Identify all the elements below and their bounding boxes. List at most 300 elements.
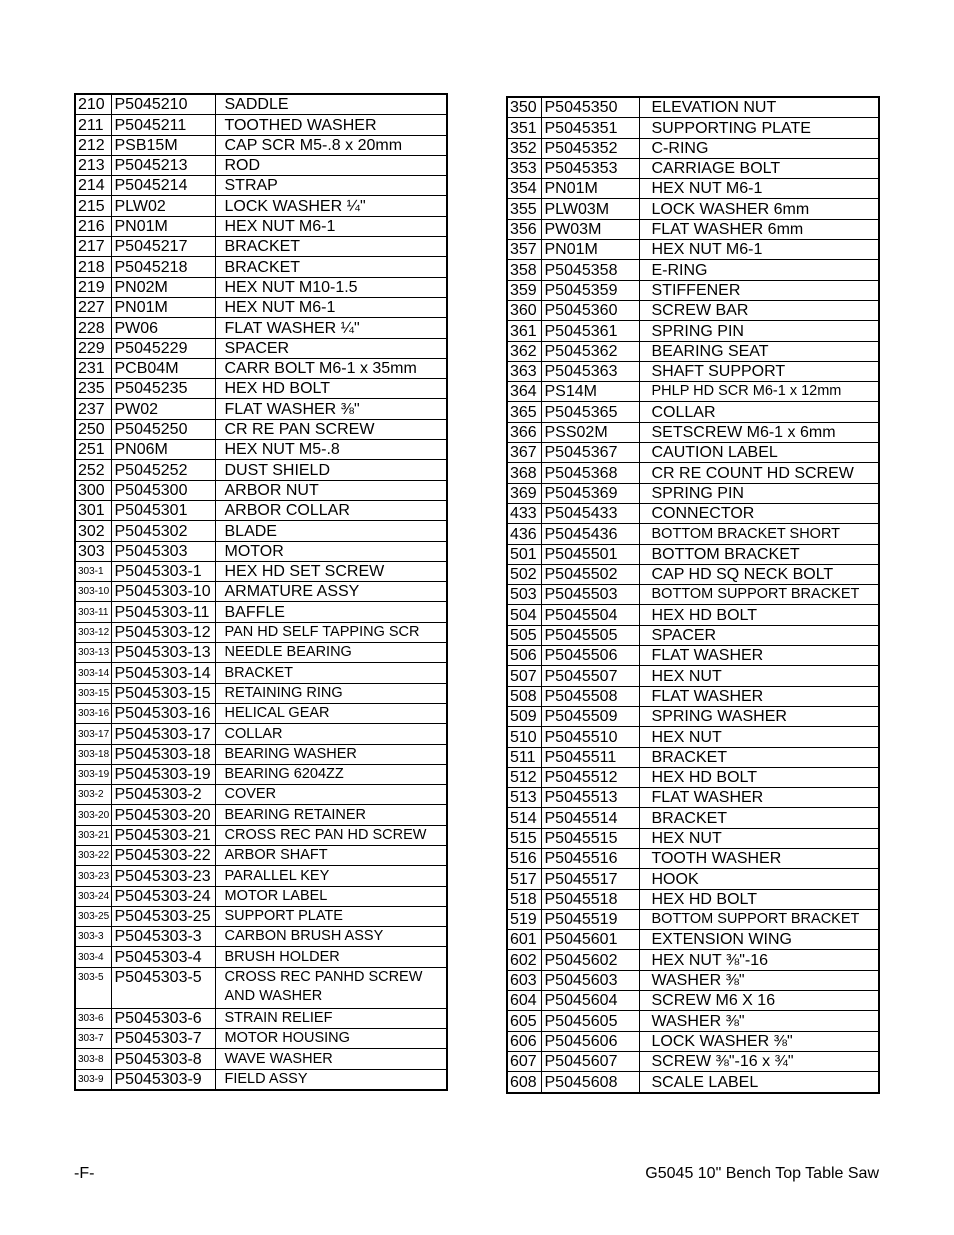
ref-number: 213 [75, 155, 111, 175]
ref-number: 607 [507, 1051, 541, 1071]
ref-number: 502 [507, 564, 541, 584]
part-number: P5045365 [541, 402, 639, 422]
part-description: HEX NUT M6-1 [215, 297, 447, 317]
ref-number: 303-2 [75, 785, 111, 805]
part-description: PHLP HD SCR M6-1 x 12mm [639, 382, 879, 402]
table-row [507, 361, 879, 381]
page-label: -F- [74, 1165, 95, 1182]
part-description: MOTOR LABEL [215, 886, 447, 906]
part-number: P5045351 [541, 118, 639, 138]
part-description: ARBOR SHAFT [215, 845, 447, 865]
table-row [507, 382, 879, 402]
ref-number: 231 [75, 358, 111, 378]
part-description: BEARING RETAINER [215, 805, 447, 825]
ref-number: 217 [75, 237, 111, 257]
part-number: P5045303-1 [111, 561, 215, 581]
part-description: CAUTION LABEL [639, 443, 879, 463]
part-number: P5045303-7 [111, 1029, 215, 1049]
part-number: P5045300 [111, 480, 215, 500]
part-number: PSS02M [541, 422, 639, 442]
part-number: P5045303-8 [111, 1049, 215, 1069]
ref-number: 603 [507, 970, 541, 990]
part-number: P5045303-20 [111, 805, 215, 825]
table-row [75, 155, 447, 175]
part-number: P5045211 [111, 115, 215, 135]
table-row [75, 115, 447, 135]
part-description: BOTTOM BRACKET [639, 544, 879, 564]
table-row [75, 967, 447, 1008]
part-number: P5045303-17 [111, 724, 215, 744]
part-description: FLAT WASHER ¼" [215, 318, 447, 338]
part-description: CONNECTOR [639, 503, 879, 523]
table-row [507, 300, 879, 320]
part-description: BRACKET [215, 663, 447, 683]
ref-number: 303-24 [75, 886, 111, 906]
part-number: P5045515 [541, 828, 639, 848]
ref-number: 303-21 [75, 825, 111, 845]
ref-number: 211 [75, 115, 111, 135]
table-row [75, 663, 447, 683]
ref-number: 216 [75, 216, 111, 236]
part-description: TOOTHED WASHER [215, 115, 447, 135]
ref-number: 433 [507, 503, 541, 523]
ref-number: 509 [507, 706, 541, 726]
ref-number: 507 [507, 666, 541, 686]
table-row [75, 1029, 447, 1049]
part-description: LOCK WASHER 6mm [639, 199, 879, 219]
part-number: PCB04M [111, 358, 215, 378]
table-row [507, 1051, 879, 1071]
table-row [507, 483, 879, 503]
part-description: SHAFT SUPPORT [639, 361, 879, 381]
ref-number: 510 [507, 727, 541, 747]
part-number: P5045433 [541, 503, 639, 523]
part-number: P5045508 [541, 686, 639, 706]
part-number: P5045229 [111, 338, 215, 358]
part-description: MOTOR HOUSING [215, 1029, 447, 1049]
part-description: SETSCREW M6-1 x 6mm [639, 422, 879, 442]
part-number: P5045608 [541, 1072, 639, 1093]
table-row [507, 808, 879, 828]
table-row [75, 825, 447, 845]
ref-number: 604 [507, 991, 541, 1011]
table-row [507, 1072, 879, 1093]
part-description: CARRIAGE BOLT [639, 158, 879, 178]
ref-number: 303-6 [75, 1008, 111, 1028]
part-description: SCREW BAR [639, 300, 879, 320]
table-row [75, 176, 447, 196]
ref-number: 605 [507, 1011, 541, 1031]
table-row [75, 419, 447, 439]
part-description: NEEDLE BEARING [215, 643, 447, 663]
part-number: P5045601 [541, 930, 639, 950]
part-description: CARBON BRUSH ASSY [215, 927, 447, 947]
part-number: P5045303-25 [111, 906, 215, 926]
part-number: P5045303-24 [111, 886, 215, 906]
part-number: P5045214 [111, 176, 215, 196]
ref-number: 359 [507, 280, 541, 300]
ref-number: 214 [75, 176, 111, 196]
ref-number: 606 [507, 1031, 541, 1051]
ref-number: 303-25 [75, 906, 111, 926]
part-description: HEX HD BOLT [215, 379, 447, 399]
table-row [507, 646, 879, 666]
table-row [75, 622, 447, 642]
table-row [507, 260, 879, 280]
ref-number: 364 [507, 382, 541, 402]
table-row [507, 970, 879, 990]
ref-number: 357 [507, 240, 541, 260]
part-number: P5045303-11 [111, 602, 215, 622]
ref-number: 229 [75, 338, 111, 358]
ref-number: 356 [507, 219, 541, 239]
part-description: SCREW ⅜"-16 x ¾" [639, 1051, 879, 1071]
part-description: HEX NUT ⅜"-16 [639, 950, 879, 970]
ref-number: 516 [507, 848, 541, 868]
ref-number: 301 [75, 500, 111, 520]
ref-number: 506 [507, 646, 541, 666]
part-number: PN01M [111, 297, 215, 317]
table-row [507, 321, 879, 341]
part-description: CAP HD SQ NECK BOLT [639, 564, 879, 584]
part-number: P5045513 [541, 788, 639, 808]
table-row [75, 906, 447, 926]
table-row [507, 199, 879, 219]
table-row [75, 440, 447, 460]
table-row [507, 1031, 879, 1051]
part-number: P5045303-14 [111, 663, 215, 683]
table-row [75, 845, 447, 865]
ref-number: 303-13 [75, 643, 111, 663]
table-row [507, 788, 879, 808]
table-row [75, 744, 447, 764]
table-row [75, 703, 447, 723]
ref-number: 354 [507, 179, 541, 199]
part-number: P5045350 [541, 97, 639, 118]
table-row [507, 422, 879, 442]
table-row [507, 97, 879, 118]
part-number: P5045302 [111, 521, 215, 541]
part-number: P5045250 [111, 419, 215, 439]
part-description: E-RING [639, 260, 879, 280]
part-description: CR RE PAN SCREW [215, 419, 447, 439]
ref-number: 352 [507, 138, 541, 158]
part-description: SCREW M6 X 16 [639, 991, 879, 1011]
part-description: CROSS REC PANHD SCREW AND WASHER [215, 967, 447, 1008]
table-row [75, 257, 447, 277]
table-row [75, 521, 447, 541]
part-description: HEX HD SET SCREW [215, 561, 447, 581]
ref-number: 303-4 [75, 947, 111, 967]
part-number: P5045519 [541, 909, 639, 929]
table-row [507, 219, 879, 239]
ref-number: 361 [507, 321, 541, 341]
part-description: BEARING SEAT [639, 341, 879, 361]
part-number: P5045503 [541, 585, 639, 605]
part-description: SPRING PIN [639, 483, 879, 503]
part-description: STRAIN RELIEF [215, 1008, 447, 1028]
part-number: P5045353 [541, 158, 639, 178]
part-description: HEX NUT M5-.8 [215, 440, 447, 460]
ref-number: 601 [507, 930, 541, 950]
part-description: ARBOR NUT [215, 480, 447, 500]
part-number: P5045504 [541, 605, 639, 625]
part-description: FLAT WASHER [639, 646, 879, 666]
table-row [75, 1049, 447, 1069]
table-row [507, 118, 879, 138]
part-number: P5045605 [541, 1011, 639, 1031]
part-number: P5045358 [541, 260, 639, 280]
part-description: FLAT WASHER 6mm [639, 219, 879, 239]
part-description: SPACER [215, 338, 447, 358]
part-description: COLLAR [639, 402, 879, 422]
part-number: PN01M [541, 240, 639, 260]
table-row [507, 666, 879, 686]
part-number: P5045502 [541, 564, 639, 584]
ref-number: 508 [507, 686, 541, 706]
table-row [507, 463, 879, 483]
part-number: P5045303-13 [111, 643, 215, 663]
part-number: PN01M [111, 216, 215, 236]
table-row [507, 138, 879, 158]
ref-number: 251 [75, 440, 111, 460]
table-row [507, 564, 879, 584]
part-number: P5045303 [111, 541, 215, 561]
part-description: BLADE [215, 521, 447, 541]
table-row [507, 727, 879, 747]
table-row [507, 767, 879, 787]
part-description: CR RE COUNT HD SCREW [639, 463, 879, 483]
part-number: P5045517 [541, 869, 639, 889]
part-number: P5045252 [111, 460, 215, 480]
ref-number: 303-11 [75, 602, 111, 622]
table-row [75, 196, 447, 216]
part-description: RETAINING RING [215, 683, 447, 703]
table-row [507, 544, 879, 564]
part-number: P5045436 [541, 524, 639, 544]
part-description: FLAT WASHER [639, 788, 879, 808]
part-number: P5045369 [541, 483, 639, 503]
part-number: P5045303-10 [111, 582, 215, 602]
part-description: SPRING WASHER [639, 706, 879, 726]
part-number: P5045352 [541, 138, 639, 158]
part-description: PAN HD SELF TAPPING SCR [215, 622, 447, 642]
table-row [507, 443, 879, 463]
table-row [75, 1069, 447, 1090]
ref-number: 365 [507, 402, 541, 422]
table-row [75, 237, 447, 257]
part-number: P5045235 [111, 379, 215, 399]
ref-number: 363 [507, 361, 541, 381]
part-number: P5045303-6 [111, 1008, 215, 1028]
part-number: P5045604 [541, 991, 639, 1011]
table-row [75, 947, 447, 967]
ref-number: 505 [507, 625, 541, 645]
part-number: P5045303-21 [111, 825, 215, 845]
part-description: ELEVATION NUT [639, 97, 879, 118]
ref-number: 517 [507, 869, 541, 889]
part-number: P5045603 [541, 970, 639, 990]
part-number: P5045510 [541, 727, 639, 747]
table-row [75, 460, 447, 480]
part-description: BEARING 6204ZZ [215, 764, 447, 784]
ref-number: 228 [75, 318, 111, 338]
part-number: P5045303-4 [111, 947, 215, 967]
part-description: BOTTOM SUPPORT BRACKET [639, 909, 879, 929]
ref-number: 303-23 [75, 866, 111, 886]
table-row [75, 927, 447, 947]
part-number: P5045218 [111, 257, 215, 277]
part-description: COVER [215, 785, 447, 805]
part-number: PW06 [111, 318, 215, 338]
part-number: P5045303-22 [111, 845, 215, 865]
ref-number: 368 [507, 463, 541, 483]
table-row [75, 135, 447, 155]
table-row [507, 869, 879, 889]
table-row [507, 625, 879, 645]
part-number: P5045501 [541, 544, 639, 564]
ref-number: 215 [75, 196, 111, 216]
part-description: ARBOR COLLAR [215, 500, 447, 520]
table-row [75, 683, 447, 703]
part-description: HEX NUT M6-1 [215, 216, 447, 236]
part-description: COLLAR [215, 724, 447, 744]
ref-number: 358 [507, 260, 541, 280]
part-number: P5045506 [541, 646, 639, 666]
ref-number: 303-9 [75, 1069, 111, 1090]
ref-number: 303-16 [75, 703, 111, 723]
table-row [507, 341, 879, 361]
ref-number: 303-14 [75, 663, 111, 683]
part-number: P5045210 [111, 94, 215, 115]
ref-number: 504 [507, 605, 541, 625]
part-description: BEARING WASHER [215, 744, 447, 764]
ref-number: 303-22 [75, 845, 111, 865]
part-description: BRACKET [639, 747, 879, 767]
ref-number: 355 [507, 199, 541, 219]
parts-table-right [506, 96, 880, 1094]
part-description: HEX HD BOLT [639, 605, 879, 625]
part-description: TOOTH WASHER [639, 848, 879, 868]
table-row [75, 886, 447, 906]
part-number: P5045303-2 [111, 785, 215, 805]
part-description: FIELD ASSY [215, 1069, 447, 1090]
table-row [507, 848, 879, 868]
ref-number: 436 [507, 524, 541, 544]
ref-number: 366 [507, 422, 541, 442]
part-number: PLW02 [111, 196, 215, 216]
table-row [75, 724, 447, 744]
part-description: STIFFENER [639, 280, 879, 300]
part-number: PSB15M [111, 135, 215, 155]
ref-number: 303-7 [75, 1029, 111, 1049]
ref-number: 602 [507, 950, 541, 970]
part-number: P5045367 [541, 443, 639, 463]
part-description: BAFFLE [215, 602, 447, 622]
part-description: HEX HD BOLT [639, 767, 879, 787]
table-row [507, 605, 879, 625]
ref-number: 303-3 [75, 927, 111, 947]
part-description: WAVE WASHER [215, 1049, 447, 1069]
table-row [75, 318, 447, 338]
table-row [75, 277, 447, 297]
part-description: DUST SHIELD [215, 460, 447, 480]
part-description: LOCK WASHER ¼" [215, 196, 447, 216]
ref-number: 218 [75, 257, 111, 277]
part-description: BOTTOM BRACKET SHORT [639, 524, 879, 544]
part-number: PS14M [541, 382, 639, 402]
table-row [507, 930, 879, 950]
table-row [75, 805, 447, 825]
table-row [507, 889, 879, 909]
table-row [75, 216, 447, 236]
table-row [507, 402, 879, 422]
ref-number: 300 [75, 480, 111, 500]
ref-number: 501 [507, 544, 541, 564]
part-number: P5045303-16 [111, 703, 215, 723]
table-row [507, 828, 879, 848]
part-number: PW03M [541, 219, 639, 239]
part-description: HEX HD BOLT [639, 889, 879, 909]
parts-table-left [74, 93, 448, 1091]
table-row [75, 866, 447, 886]
ref-number: 219 [75, 277, 111, 297]
ref-number: 518 [507, 889, 541, 909]
part-number: P5045509 [541, 706, 639, 726]
part-description: HELICAL GEAR [215, 703, 447, 723]
part-number: PLW03M [541, 199, 639, 219]
ref-number: 515 [507, 828, 541, 848]
table-row [75, 561, 447, 581]
ref-number: 303-20 [75, 805, 111, 825]
part-number: P5045362 [541, 341, 639, 361]
table-row [507, 158, 879, 178]
part-number: P5045518 [541, 889, 639, 909]
ref-number: 303-19 [75, 764, 111, 784]
table-row [75, 358, 447, 378]
ref-number: 235 [75, 379, 111, 399]
ref-number: 503 [507, 585, 541, 605]
part-description: C-RING [639, 138, 879, 158]
part-description: CAP SCR M5-.8 x 20mm [215, 135, 447, 155]
ref-number: 303 [75, 541, 111, 561]
ref-number: 302 [75, 521, 111, 541]
ref-number: 303-5 [75, 967, 111, 1008]
table-row [507, 706, 879, 726]
part-description: WASHER ⅜" [639, 970, 879, 990]
part-number: P5045361 [541, 321, 639, 341]
ref-number: 351 [507, 118, 541, 138]
table-row [507, 950, 879, 970]
part-number: P5045213 [111, 155, 215, 175]
ref-number: 303-8 [75, 1049, 111, 1069]
table-row [75, 785, 447, 805]
ref-number: 303-10 [75, 582, 111, 602]
ref-number: 303-1 [75, 561, 111, 581]
table-row [75, 399, 447, 419]
part-number: P5045217 [111, 237, 215, 257]
part-description: BOTTOM SUPPORT BRACKET [639, 585, 879, 605]
table-row [507, 503, 879, 523]
table-row [75, 1008, 447, 1028]
part-number: P5045368 [541, 463, 639, 483]
table-row [75, 94, 447, 115]
table-row [507, 524, 879, 544]
ref-number: 210 [75, 94, 111, 115]
ref-number: 303-18 [75, 744, 111, 764]
manual-title: G5045 10" Bench Top Table Saw [645, 1165, 879, 1182]
ref-number: 511 [507, 747, 541, 767]
